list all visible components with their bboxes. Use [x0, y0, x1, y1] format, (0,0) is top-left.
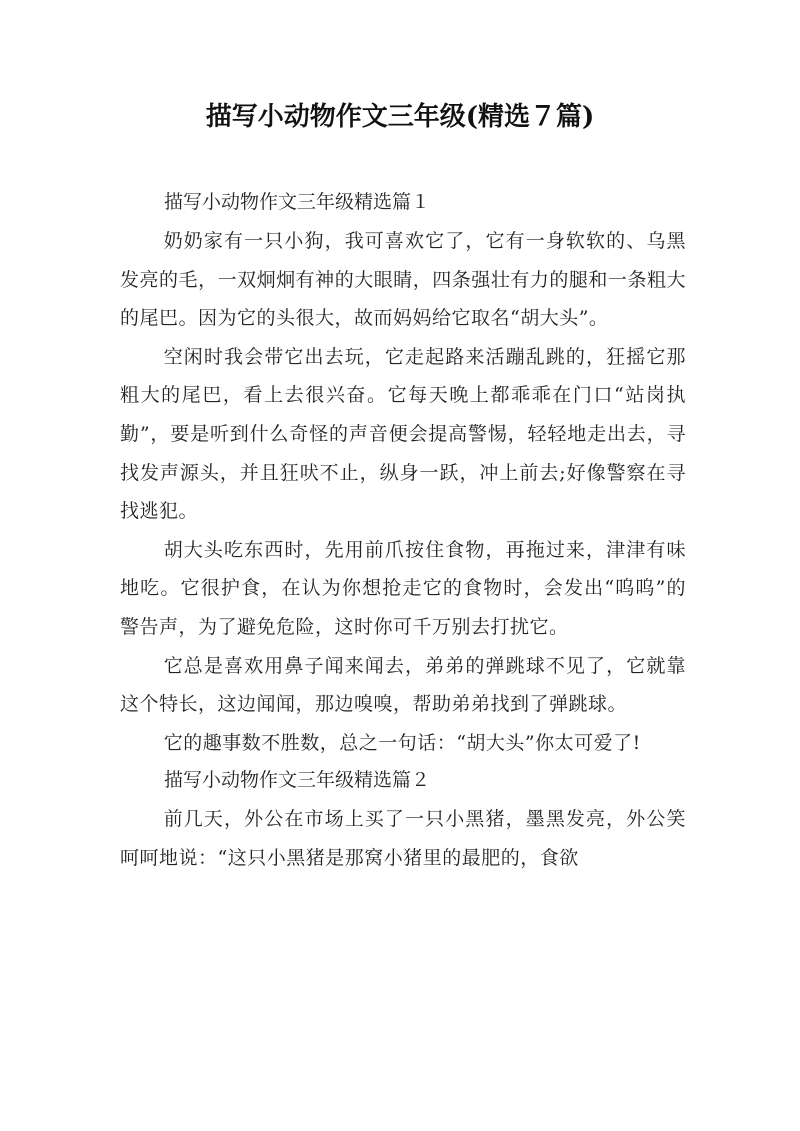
paragraph: 它的趣事数不胜数，总之一句话：“胡大头”你太可爱了!: [163, 731, 641, 754]
document-title: 描写小动物作文三年级(精选７篇): [205, 102, 595, 132]
section-2: [120, 762, 686, 877]
section-1: [120, 184, 686, 762]
paragraph: 它总是喜欢用鼻子闻来闻去，弟弟的弹跳球不见了，它就靠这个特长，这边闻闻，那边嗅嗅，帮助弟弟找到了弹跳球。: [120, 654, 686, 716]
paragraph: 胡大头吃东西时，先用前爪按住食物，再拖过来，津津有味地吃。它很护食，在认为你想抢走它的食物时，会发出“呜呜”的警告声，为了避免危险，这时你可千万别去打扰它。: [120, 538, 686, 638]
section-heading: 描写小动物作文三年级精选篇１: [164, 191, 431, 213]
paragraph: 奶奶家有一只小狗，我可喜欢它了，它有一身软软的、乌黑发亮的毛，一双炯炯有神的大眼睛，四条强壮有力的腿和一条粗大的尾巴。因为它的头很大，故而妈妈给它取名“胡大头”。: [120, 230, 686, 330]
paragraph: 空闲时我会带它出去玩，它走起路来活蹦乱跳的，狂摇它那粗大的尾巴，看上去很兴奋。它每天晚上都乖乖在门口“站岗执勤”，要是听到什么奇怪的声音便会提高警惕，轻轻地走出去，寻找发声源头，并且狂吠不止，纵身一跃，冲上前去;好像警察在寻找逃犯。: [120, 345, 686, 523]
document-body: [120, 184, 686, 878]
section-heading: 描写小动物作文三年级精选篇２: [164, 769, 431, 792]
paragraph: 前几天，外公在市场上买了一只小黑猪，墨黑发亮，外公笑呵呵地说：“这只小黑猪是那窝小猪里的最肥的，食欲: [120, 808, 686, 869]
